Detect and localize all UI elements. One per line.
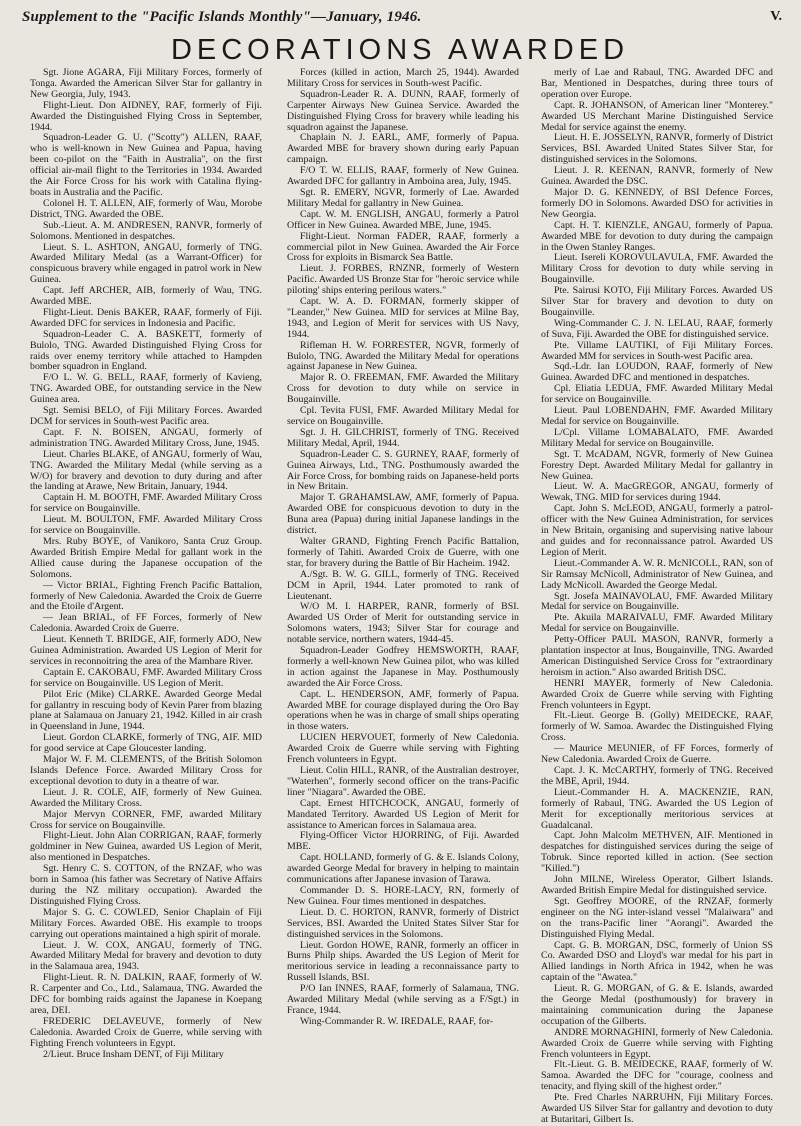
award-entry: Capt. F. N. BOISEN, ANGAU, formerly of administration TNG. Awarded Military Cross, June, 1945. xyxy=(30,426,262,449)
award-entry: Sgt. T. McADAM, NGVR, formerly of New Guinea Forestry Dept. Awarded Military Medal for gallantry in New Guinea. xyxy=(541,448,773,482)
award-entry: Capt. HOLLAND, formerly of G. & E. Islands Colony, awarded George Medal for bravery in helping to maintain communications after Japanese invasion of Tarawa. xyxy=(287,852,519,886)
award-entry: Squadron-Leader Godfrey HEMSWORTH, RAAF, formerly a well-known New Guinea pilot, who was killed in action against the Japanese in May. Posthumously awarded the Air Force Cross. xyxy=(287,645,519,689)
award-entry: 2/Lieut. Bruce Insham DENT, of Fiji Military xyxy=(43,1048,224,1060)
award-entry: Major T. GRAHAMSLAW, AMF, formerly of Papua. Awarded OBE for conspicuous devotion to duty in the Buna area (Papua) during initial Japanese landings in the district. xyxy=(287,492,519,537)
award-entry: Capt. W. M. ENGLISH, ANGAU, formerly a Patrol Officer in New Guinea. Awarded MBE, June, 1945. xyxy=(287,208,519,231)
award-entry: Pilot Eric (Mike) CLARKE. Awarded George Medal for gallantry in rescuing body of Kevin Parer from blazing plane at Salamaua on January 21, 1942. Killed in air crash in Queensland in June, 1944. xyxy=(30,688,262,733)
page-title: DECORATIONS AWARDED xyxy=(170,34,630,66)
award-entry: W/O M. I. HARPER, RANR, formerly of BSI. Awarded US Order of Merit for outstanding service in Solomons waters, 1943; Silver Star for courage and notable service, northern waters, 1944-45. xyxy=(287,601,519,646)
award-entry: Squadron-Leader C. S. GURNEY, RAAF, formerly of Guinea Airways, Ltd., TNG. Posthumously awarded the Air Force Cross, for bombing raids on Japanese-held ports in New Britain. xyxy=(287,448,519,493)
award-entry: Pte. Fred Charles NARRUHN, Fiji Military Forces. Awarded US Silver Star for gallantry and devotion to duty at Butaritari, Gilbert Is. xyxy=(541,1092,773,1125)
award-entry: Major Mervyn CORNER, FMF, awarded Military Cross for service on Bougainville. xyxy=(30,808,262,831)
award-entry: Major D. G. KENNEDY, of BSI Defence Forces, formerly DO in Solomons. Awarded DSO for activities in New Georgia. xyxy=(541,186,773,220)
text-column-2 xyxy=(287,68,519,1030)
award-entry: F/O L. W. G. BELL, RAAF, formerly of Kavieng, TNG. Awarded OBE, for outstanding service in the New Guinea area. xyxy=(30,372,262,406)
award-entry: Capt. R. JOHANSON, of American liner "Monterey." Awarded US Merchant Marine Distinguished Service Medal for service against the enemy. xyxy=(541,99,773,133)
award-entry: Petty-Officer PAUL MASON, RANVR, formerly a plantation inspector at Inus, Bougainville, TNG. Awarded American Distinguished Service Cross for "extraordinary heroism in action." Also awarded British DSC. xyxy=(541,634,773,678)
award-entry: Lieut. Gordon HOWE, RANR, formerly an officer in Burns Philp ships. Awarded the US Legion of Merit for meritorious service in leading a reconnaissance party to Russell Islands, BSI. xyxy=(287,939,519,984)
award-entry: Flight-Lieut. R. N. DALKIN, RAAF, formerly of W. R. Carpenter and Co., Ltd., Salamaua, TNG. Awarded the DFC for bombing raids against the Japanese in Koepang area, DEI. xyxy=(30,972,262,1016)
award-entry: Major R. O. FREEMAN, FMF. Awarded the Military Cross for devotion to duty while on service in Bougainville. xyxy=(287,372,519,406)
award-entry: Lieut. S. L. ASHTON, ANGAU, formerly of TNG. Awarded Military Medal (as a Warrant-Officer) for conspicuous bravery while engaged in patrol work in New Guinea. xyxy=(30,241,262,286)
award-entry: F/O T. W. ELLIS, RAAF, formerly of New Guinea. Awarded DFC for gallantry in Amboina area, July, 1945. xyxy=(287,165,519,188)
award-entry: merly of Lae and Rabaul, TNG. Awarded DFC and Bar, Mentioned in Despatches, during three tours of operation over Europe. xyxy=(541,67,773,100)
award-entry: Lieut. Gordon CLARKE, formerly of TNG, AIF. MID for good service at Cape Gloucester landing. xyxy=(30,732,262,755)
award-entry: Lieut. Kenneth T. BRIDGE, AIF, formerly ADO, New Guinea Administration. Awarded US Legion of Merit for services in reconnoitring the area of the Mambare River. xyxy=(30,634,262,667)
supplement-title: Supplement to the "Pacific Islands Monthly"—January, 1946. xyxy=(22,9,422,25)
award-entry: Walter GRAND, Fighting French Pacific Battalion, formerly of Tahiti. Awarded Croix de Guerre, with one star, for bravery during the Battle of Bir Hacheim. 1942. xyxy=(287,535,519,569)
award-entry: ANDRE MORNAGHINI, formerly of New Caledonia. Awarded Croix de Guerre while serving with Fighting French volunteers in Egypt. xyxy=(541,1026,773,1060)
award-entry: Lieut. Colin HILL, RANR, of the Australian destroyer, "Waterhen", formerly second officer on the trans-Pacific liner "Niagara". Awarded the OBE. xyxy=(287,765,519,798)
award-entry: Lieut. M. BOULTON, FMF. Awarded Military Cross for service on Bougainville. xyxy=(30,514,262,537)
award-entry: Captain E. CAKOBAU, FMF. Awarded Military Cross for service on Bougainville. US Legion of Merit. xyxy=(30,666,262,689)
award-entry: L/Cpl. Villame LOMABALATO, FMF. Awarded Military Medal for service on Bougainville. xyxy=(541,426,773,449)
award-entry: — Jean BRIAL, of FF Forces, formerly of New Caledonia. Awarded Croix de Guerre. xyxy=(30,612,262,635)
award-entry: Flight-Lieut. Don AIDNEY, RAF, formerly of Fiji. Awarded the Distinguished Flying Cross in September, 1944. xyxy=(30,99,262,133)
award-entry: Capt. W. A. D. FORMAN, formerly skipper of "Leander," New Guinea. MID for services at Milne Bay, 1943, and Legion of Merit for services with US Navy, 1944. xyxy=(287,296,519,340)
award-entry: Forces (killed in action, March 25, 1944). Awarded Military Cross for services in South-west Pacific. xyxy=(287,67,519,89)
award-entry: Capt. J. K. McCARTHY, formerly of TNG. Received the MBE, April, 1944. xyxy=(541,765,773,787)
award-entry: Pte. Sairusi KOTO, Fiji Military Forces. Awarded US Silver Star for bravery and devotion to duty on Bougainville. xyxy=(541,285,773,318)
award-entry: Lieut. D. C. HORTON, RANVR, formerly of District Services, BSI. Awarded the United States Silver Star for distinguished services in the Solomons. xyxy=(287,906,519,940)
award-entry: Mrs. Ruby BOYE, of Vanikoro, Santa Cruz Group. Awarded British Empire Medal for gallant work in the Allied cause during the Japanese occupation of the Solomons. xyxy=(30,535,262,580)
award-entry: Chaplain N. J. EARL, AMF, formerly of Papua. Awarded MBE for bravery shown during early Papuan campaign. xyxy=(287,132,519,166)
award-entry: FREDERIC DELAVEUVE, formerly of New Caledonia. Awarded Croix de Guerre, while serving with Fighting French volunteers in Egypt. xyxy=(30,1015,262,1049)
page-number: V. xyxy=(770,9,782,24)
award-entry: Lieut.-Commander H. A. MACKENZIE, RAN, formerly of Rabaul, TNG. Awarded the US Legion of Merit for exceptionally meritorious services at Guadalcanal. xyxy=(541,786,773,831)
award-entry: Capt. Ernest HITCHCOCK, ANGAU, formerly of Mandated Territory. Awarded US Legion of Merit for assistance to American forces in Salamaua area. xyxy=(287,797,519,831)
award-entry: Sgt. Jione AGARA, Fiji Military Forces, formerly of Tonga. Awarded the American Silver Star for gallantry in New Georgia, July, 1943. xyxy=(30,67,262,100)
award-entry: Lieut. H. E. JOSSELYN, RANVR, formerly of District Services, BSI. Awarded United States Silver Star, for distinguished services in the Solomons. xyxy=(541,132,773,166)
text-column-1 xyxy=(30,67,262,1060)
page-header xyxy=(22,6,782,32)
award-entry: Flt.-Lieut. G. B. MEIDECKE, RAAF, formerly of W. Samoa. Awarded the DFC for "courage, coolness and tenacity, and flying skill of the highest order." xyxy=(541,1059,773,1093)
text-column-3 xyxy=(541,67,773,1125)
award-entry: Flight-Lieut. Norman FADER, RAAF, formerly a commercial pilot in New Guinea. Awarded the Air Force Cross for exploits in Bismarck Sea Battle. xyxy=(287,230,519,264)
award-entry: Lieut. Isereli KOROVULAVULA, FMF. Awarded the Military Cross for devotion to duty while serving in Bougainville. xyxy=(541,252,773,286)
award-entry: — Victor BRIAL, Fighting French Pacific Battalion, formerly of New Caledonia. Awarded the Croix de Guerre and the Etoile d'Argent. xyxy=(30,579,262,613)
award-entry: Major S. G. C. COWLED, Senior Chaplain of Fiji Military Forces. Awarded OBE. His example to troops carrying out operations maintained a high spirit of morale. xyxy=(30,906,262,940)
award-entry: Sgt. R. EMERY, NGVR, formerly of Lae. Awarded Military Medal for gallantry in New Guinea. xyxy=(287,186,519,209)
award-entry: Flight-Lieut. John Alan CORRIGAN, RAAF, formerly goldminer in New Guinea, awarded US Legion of Merit, also mentioned in Despatches. xyxy=(30,830,262,864)
award-entry: Cpl. Eliatia LEDUA, FMF. Awarded Military Medal for service on Bougainville. xyxy=(541,383,773,406)
award-entry: Lieut. J. R. COLE, AIF, formerly of New Guinea. Awarded the Military Cross. xyxy=(30,786,262,809)
award-entry: Sgt. Josefa MAINAVOLAU, FMF. Awarded Military Medal for service on Bougainville. xyxy=(541,590,773,613)
award-entry: Wing-Commander C. J. N. LELAU, RAAF, formerly of Suva, Fiji. Awarded the OBE for distinguished service. xyxy=(541,317,773,340)
award-entry: Lieut. J. W. COX, ANGAU, formerly of TNG. Awarded Military Medal for bravery and devotion to duty in the Salamaua area, 1943. xyxy=(30,939,262,973)
award-entry: Sgt. Geoffrey MOORE, of the RNZAF, formerly engineer on the NG inter-island vessel "Malaiwara" and on the trans-Pacific liner "Aorangi". Awarded the Distinguished Flying Medal. xyxy=(541,895,773,940)
award-entry: Sub.-Lieut. A. M. ANDRESEN, RANVR, formerly of Solomons. Mentioned in despatches. xyxy=(30,219,262,242)
award-entry: Squadron-Leader G. U. ("Scotty") ALLEN, RAAF, who is well-known in New Guinea and Papua, having been co-pilot on the "Faith in Australia", on the first official air-mail flight to the Territories in 1934. Awarded the Air Force Cross for his work with Catalina flying-boats in Australia and the Pacific. xyxy=(30,132,262,198)
award-entry: Capt. H. T. KIENZLE, ANGAU, formerly of Papua. Awarded MBE for devotion to duty during the campaign in the Owen Stanley Ranges. xyxy=(541,219,773,253)
award-entry: Wing-Commander R. W. IREDALE, RAAF, for- xyxy=(300,1015,494,1027)
award-entry: Capt. L. HENDERSON, AMF, formerly of Papua. Awarded MBE for courage displayed during the Oro Bay operations when he was in charge of small ships operating in those waters. xyxy=(287,688,519,733)
award-entry: Pte. Villame LAUTIKI, of Fiji Military Forces. Awarded MM for services in South-west Pacific area. xyxy=(541,339,773,362)
award-entry: Lieut. J. R. KEENAN, RANVR, formerly of New Guinea. Awarded the DSC. xyxy=(541,165,773,188)
award-entry: Colonel H. T. ALLEN, AIF, formerly of Wau, Morobe District, TNG. Awarded the OBE. xyxy=(30,197,262,220)
award-entry: Sgt. J. H. GILCHRIST, formerly of TNG. Received Military Medal, April, 1944. xyxy=(287,426,519,449)
award-entry: Lieut. Charles BLAKE, of ANGAU, formerly of Wau, TNG. Awarded the Military Medal (while serving as a W/O) for bravery and devotion to duty during and after the landing at Arawe, New Britain, January, 1944. xyxy=(30,448,262,493)
award-entry: Lieut. W. A. MacGREGOR, ANGAU, formerly of Wewak, TNG. MID for services during 1944. xyxy=(541,481,773,504)
award-entry: Pte. Akuila MARAIVALU, FMF. Awarded Military Medal for service on Bougainville. xyxy=(541,612,773,635)
award-entry: Lieut.-Commander A. W. R. McNICOLL, RAN, son of Sir Ramsay McNicoll, Administrator of New Guinea, and Lady McNicoll. Awarded the George Medal. xyxy=(541,557,773,591)
award-entry: Capt. Jeff ARCHER, AIB, formerly of Wau, TNG. Awarded MBE. xyxy=(30,285,262,308)
award-entry: Capt. G. B. MORGAN, DSC, formerly of Union SS Co. Awarded DSO and Lloyd's war medal for his part in Allied landings in North Africa in 1942, when he was captain of the "Awatea." xyxy=(541,939,773,984)
award-entry: Commander D. S. HORE-LACY, RN, formerly of New Guinea. Four times mentioned in despatches. xyxy=(287,884,519,907)
award-entry: Lieut. J. FORBES, RNZNR, formerly of Western Pacific. Awarded US Bronze Star for "heroic service while piloting' ships entering perilous waters." xyxy=(287,263,519,297)
award-entry: Squadron-Leader R. A. DUNN, RAAF, formerly of Carpenter Airways New Guinea Service. Awarded the Distinguished Flying Cross for bravery while leading his squadron against the Japanese. xyxy=(287,88,519,133)
award-entry: Sgt. Henry C. S. COTTON, of the RNZAF, who was born in Samoa (his father was Secretary of Native Affairs during the NZ military occupation). Awarded the Distinguished Flying Cross. xyxy=(30,863,262,907)
award-entry: Capt. John S. McLEOD, ANGAU, formerly a patrol-officer with the New Guinea Administration, for services in New Britain, organising and supervising native labour and guides and for reconnaissance patrol. Awarded US Legion of Merit. xyxy=(541,503,773,558)
award-entry: P/O Ian INNES, RAAF, formerly of Salamaua, TNG. Awarded Military Medal (while serving as a F/Sgt.) in France, 1944. xyxy=(287,983,519,1016)
award-entry: Capt. John Malcolm METHVEN, AIF. Mentioned in despatches for distinguished services during the seige of Tobruk. Since reported killed in action. (See section "Killed.") xyxy=(541,830,773,875)
award-entry: Lieut. R. G. MORGAN, of G. & E. Islands, awarded the George Medal (posthumously) for bravery in maintaining communication during the Japanese occupation of the Gilberts. xyxy=(541,983,773,1027)
award-entry: Cpl. Tevita FUSI, FMF. Awarded Military Medal for service on Bougainville. xyxy=(287,405,519,427)
award-entry: Lieut. Paul LOBENDAHN, FMF. Awarded Military Medal for service on Bougainville. xyxy=(541,405,773,427)
award-entry: Captain H. M. BOOTH, FMF. Awarded Military Cross for service on Bougainville. xyxy=(30,492,262,515)
award-entry: LUCIEN HERVOUET, formerly of New Caledonia. Awarded Croix de Guerre while serving with Fighting French volunteers in Egypt. xyxy=(287,732,519,766)
award-entry: John MILNE, Wireless Operator, Gilbert Islands. Awarded British Empire Medal for distinguished service. xyxy=(541,874,773,896)
award-entry: HENRI MAYER, formerly of New Caledonia. Awarded Croix de Guerre while serving with Fighting French volunteers in Egypt. xyxy=(541,677,773,711)
award-entry: Major W. F. M. CLEMENTS, of the British Solomon Islands Defence Force. Awarded Military Cross for exceptional devotion to duty in a theatre of war. xyxy=(30,754,262,787)
award-entry: A./Sgt. B. W. G. GILL, formerly of TNG. Received DCM in April, 1944. Later promoted to rank of Lieutenant. xyxy=(287,568,519,602)
award-entry: Squadron-Leader C. A. BASKETT, formerly of Bulolo, TNG. Awarded Distinguished Flying Cross for raids over enemy territory while attached to Hampden bomber squadron in England. xyxy=(30,328,262,373)
award-entry: Rifleman H. W. FORRESTER, NGVR, formerly of Bulolo, TNG. Awarded the Military Medal for operations against Japanese in New Guinea. xyxy=(287,339,519,373)
award-entry: — Maurice MEUNIER, of FF Forces, formerly of New Caledonia. Awarded Croix de Guerre. xyxy=(541,743,773,766)
award-entry: Sqd.-Ldr. Ian LOUDON, RAAF, formerly of New Guinea. Awarded DFC and mentioned in despatches. xyxy=(541,361,773,384)
award-entry: Flight-Lieut. Denis BAKER, RAAF, formerly of Fiji. Awarded DFC for services in Indonesia and Pacific. xyxy=(30,306,262,329)
award-entry: Flying-Officer Victor HJORRING, of Fiji. Awarded MBE. xyxy=(287,830,519,853)
award-entry: Flt.-Lieut. George B. (Golly) MEIDECKE, RAAF, formerly of W. Samoa. Awardec the Distinguished Flying Cross. xyxy=(541,710,773,744)
award-entry: Sgt. Semisi BELO, of Fiji Military Forces. Awarded DCM for services in South-west Pacific area. xyxy=(30,405,262,427)
